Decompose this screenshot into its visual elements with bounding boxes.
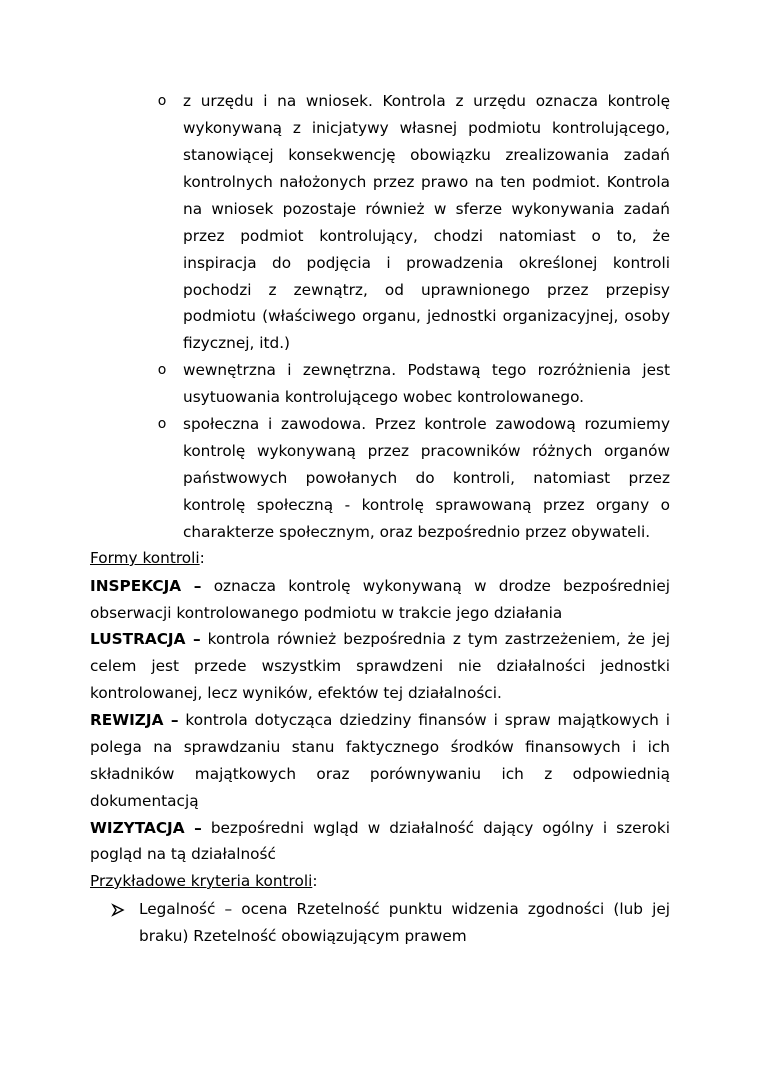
text-line: fizycznej, itd.) [183, 334, 291, 352]
text-line: polega na sprawdzaniu stanu faktycznego środków finansowych i ich [90, 738, 670, 756]
text-line: na wniosek pozostaje również w sferze wykonywania zadań [183, 200, 670, 218]
forms-heading: Formy kontroli: [90, 549, 205, 567]
text-line: usytuowania kontrolującego wobec kontrolowanego. [183, 388, 585, 406]
text-line: charakterze społecznym, oraz bezpośrednio przez obywateli. [183, 523, 651, 541]
text-line: dokumentacją [90, 792, 199, 810]
criteria-heading: Przykładowe kryteria kontroli: [90, 872, 318, 890]
text-line: Legalność – ocena Rzetelność punktu widzenia zgodności (lub jej [139, 900, 670, 918]
text-line: LUSTRACJA – kontrola również bezpośrednia z tym zastrzeżeniem, że jej [90, 630, 670, 648]
text-line: państwowych powołanych do kontroli, natomiast przez [183, 469, 670, 487]
text-line: przez podmiot kontrolujący, chodzi natomiast o to, że [183, 227, 670, 245]
term: REWIZJA – [90, 711, 179, 729]
text-line: obserwacji kontrolowanego podmiotu w trakcie jego działania [90, 604, 563, 622]
text-line: składników majątkowych oraz porównywaniu ich z odpowiednią [90, 765, 670, 783]
text-line: wewnętrzna i zewnętrzna. Podstawą tego rozróżnienia jest [183, 361, 670, 379]
text-line: stanowiącej konsekwencję obowiązku zrealizowania zadań [183, 146, 670, 164]
text-line: podmiotu (właściwego organu, jednostki organizacyjnej, osoby [183, 307, 670, 325]
text-line: kontrolnych nałożonych przez prawo na ten podmiot. Kontrola [183, 173, 670, 191]
bullet-circle-icon: o [157, 93, 167, 109]
text-line: REWIZJA – kontrola dotycząca dziedziny finansów i spraw majątkowych i [90, 711, 670, 729]
text-line: pochodzi z zewnątrz, od uprawnionego przez przepisy [183, 281, 670, 299]
text-line: INSPEKCJA – oznacza kontrolę wykonywaną w drodze bezpośredniej [90, 577, 670, 595]
text-line: WIZYTACJA – bezpośredni wgląd w działalność dający ogólny i szeroki [90, 819, 670, 837]
text-line: wykonywaną z inicjatywy własnej podmiotu kontrolującego, [183, 119, 670, 137]
text-line: z urzędu i na wniosek. Kontrola z urzędu oznacza kontrolę [183, 92, 670, 110]
bullet-circle-icon: o [157, 362, 167, 378]
term: LUSTRACJA – [90, 630, 201, 648]
text-line: kontrolę społeczną - kontrolę sprawowaną przez organy o [183, 496, 670, 514]
arrow-bullet-icon [111, 900, 127, 920]
text-line: kontrolę wykonywaną przez pracowników różnych organów [183, 442, 670, 460]
text-line: inspiracja do podjęcia i prowadzenia określonej kontroli [183, 254, 670, 272]
bullet-circle-icon: o [157, 416, 167, 432]
text-line: kontrolowanej, lecz wyników, efektów tej działalności. [90, 684, 502, 702]
term: INSPEKCJA – [90, 577, 202, 595]
text-line: społeczna i zawodowa. Przez kontrole zawodową rozumiemy [183, 415, 670, 433]
text-line: braku) Rzetelność obowiązującym prawem [139, 927, 467, 945]
term: WIZYTACJA – [90, 819, 202, 837]
text-line: pogląd na tą działalność [90, 845, 276, 863]
text-line: celem jest przede wszystkim sprawdzeni nie działalności jednostki [90, 657, 670, 675]
